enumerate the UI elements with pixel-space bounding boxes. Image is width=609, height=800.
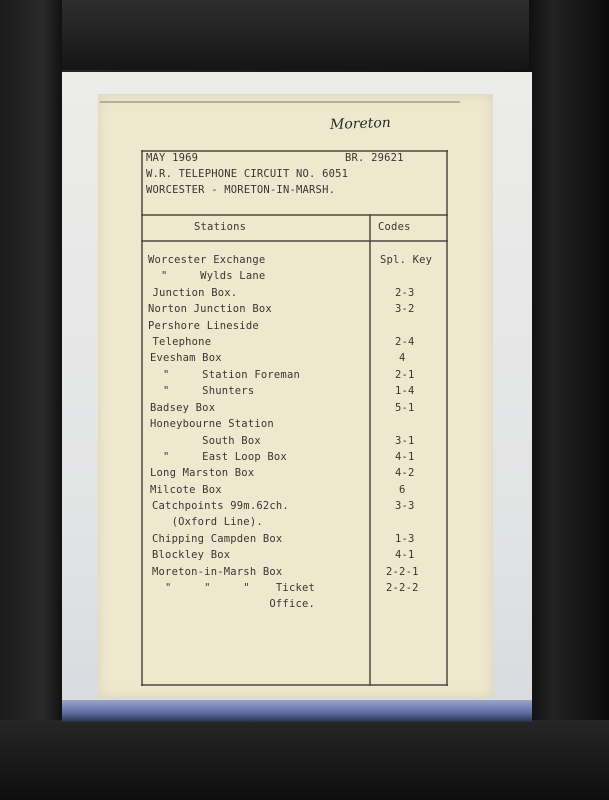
station-name: Catchpoints 99m.62ch.	[152, 500, 289, 512]
station-code: 4-1	[395, 549, 415, 561]
frame-bottom	[0, 720, 609, 800]
station-code: 1-3	[395, 533, 415, 545]
station-name: Junction Box.	[146, 287, 238, 299]
table-bottom-border	[141, 684, 448, 686]
station-name: (Oxford Line).	[152, 516, 263, 528]
station-name: " East Loop Box	[150, 451, 287, 463]
station-name: Office.	[152, 598, 316, 610]
frame-top	[0, 0, 609, 70]
station-name: Evesham Box	[150, 352, 222, 364]
column-header-codes: Codes	[378, 221, 411, 233]
doc-circuit: W.R. TELEPHONE CIRCUIT NO. 6051	[146, 168, 349, 180]
frame-right	[529, 0, 609, 800]
station-name: South Box	[150, 435, 261, 447]
header-bottom-border	[141, 214, 448, 216]
station-name: Long Marston Box	[150, 467, 255, 479]
station-code: 6	[399, 484, 406, 496]
station-name: Badsey Box	[150, 402, 216, 414]
station-name: Chipping Campden Box	[152, 533, 283, 545]
station-code: 2-2-1	[386, 566, 419, 578]
station-name: Milcote Box	[150, 484, 222, 496]
station-code: 2-3	[395, 287, 415, 299]
frame-left	[0, 0, 62, 800]
paper-top-rule	[100, 101, 460, 103]
station-code: 5-1	[395, 402, 415, 414]
station-code: 2-1	[395, 369, 415, 381]
column-divider	[369, 214, 371, 686]
doc-date: MAY 1969	[146, 152, 199, 164]
station-code: 4-2	[395, 467, 415, 479]
station-name: " Station Foreman	[150, 369, 300, 381]
station-code: 4-1	[395, 451, 415, 463]
table-left-border	[141, 150, 143, 686]
station-code: 3-2	[395, 303, 415, 315]
station-name: " " " Ticket	[152, 582, 316, 594]
handwritten-note: Moreton	[329, 114, 392, 134]
station-name: Blockley Box	[152, 549, 231, 561]
table-top-border	[141, 150, 448, 152]
station-name: " Shunters	[150, 385, 255, 397]
station-name: Worcester Exchange	[148, 254, 266, 266]
station-code: 1-4	[395, 385, 415, 397]
doc-ref: BR. 29621	[345, 152, 404, 164]
station-name: Honeybourne Station	[150, 418, 274, 430]
station-name: Pershore Lineside	[148, 320, 259, 332]
station-name: Moreton-in-Marsh Box	[152, 566, 283, 578]
station-name: Norton Junction Box	[148, 303, 272, 315]
station-name: " Wylds Lane	[148, 270, 266, 282]
station-code: 2-4	[395, 336, 415, 348]
station-name: Telephone	[146, 336, 212, 348]
station-code: 3-1	[395, 435, 415, 447]
column-header-bottom-border	[141, 240, 448, 242]
mat-reflection	[62, 700, 532, 722]
doc-route: WORCESTER - MORETON-IN-MARSH.	[146, 184, 336, 196]
station-code: Spl. Key	[380, 254, 433, 266]
column-header-stations: Stations	[194, 221, 247, 233]
table-right-border	[446, 150, 448, 686]
station-code: 4	[399, 352, 406, 364]
station-code: 2-2-2	[386, 582, 419, 594]
station-code: 3-3	[395, 500, 415, 512]
